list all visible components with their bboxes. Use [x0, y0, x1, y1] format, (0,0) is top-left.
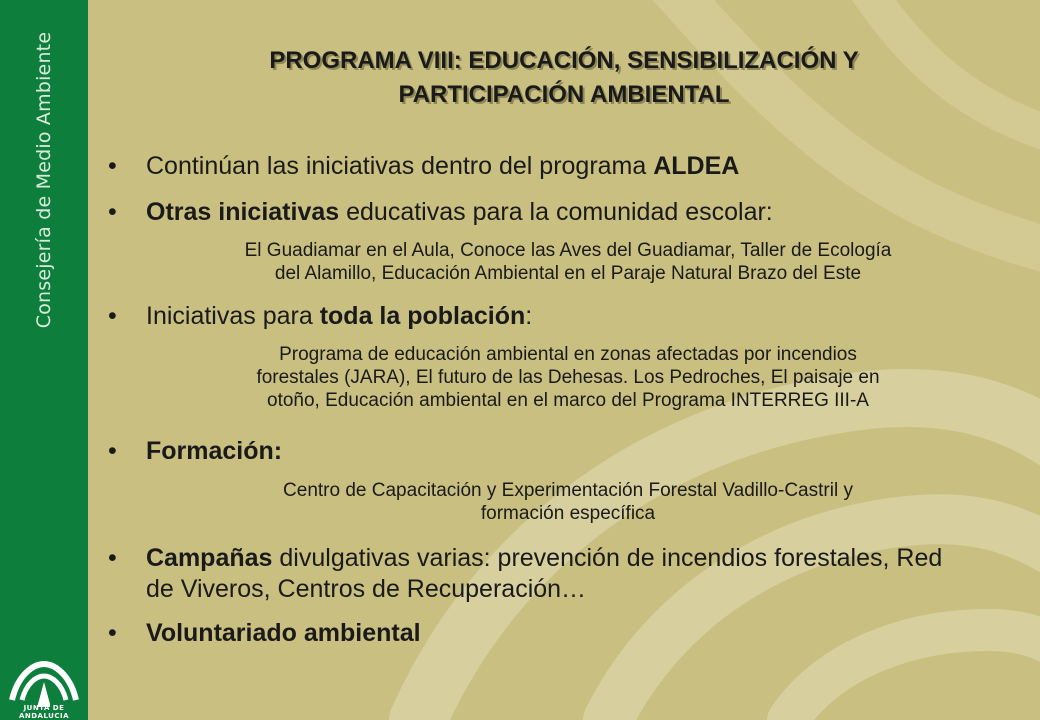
bullet-dot: • — [108, 544, 117, 572]
bullet-bold-part: Otras iniciativas — [146, 198, 340, 226]
sub-line: Centro de Capacitación y Experimentación Forestal Vadillo-Castril y — [283, 480, 853, 501]
bullet-text-part: : — [525, 302, 533, 330]
title-line-2: PARTICIPACIÓN AMBIENTAL — [398, 81, 730, 108]
logo-text: JUNTA DE ANDALUCIA — [18, 704, 70, 720]
bullet-dot: • — [108, 302, 117, 330]
sub-formacion — [128, 479, 1008, 525]
bullet-bold-part: Voluntariado ambiental — [146, 619, 421, 647]
sub-line: del Alamillo, Educación Ambiental en el Paraje Natural Brazo del Este — [274, 263, 862, 284]
sub-line: otoño, Educación ambiental en el marco del Programa INTERREG III-A — [267, 390, 869, 411]
bullet-text — [146, 618, 996, 649]
bullet-text — [146, 151, 996, 182]
bullet-text — [146, 436, 996, 467]
slide-content — [88, 0, 1040, 720]
bullet-bold-part: Formación: — [146, 437, 283, 465]
bullet-dot: • — [108, 619, 117, 647]
sub-line: formación específica — [480, 503, 656, 524]
bullet-dot: • — [108, 152, 117, 180]
bullet-bold-part: toda la población — [319, 302, 526, 330]
title-line-1: PROGRAMA VIII: EDUCACIÓN, SENSIBILIZACIÓN Y — [269, 47, 859, 74]
bullet-dot: • — [108, 198, 117, 226]
sub-escolar — [128, 239, 1008, 285]
bullet-text — [146, 301, 996, 332]
sub-poblacion — [128, 343, 1008, 412]
bullet-dot: • — [108, 437, 117, 465]
bullet-text — [146, 197, 996, 228]
sidebar-vertical-text: Consejería de Medio Ambiente — [33, 31, 55, 329]
sub-line: El Guadiamar en el Aula, Conoce las Aves del Guadiamar, Taller de Ecología — [244, 240, 892, 261]
bullet-bold-part: ALDEA — [653, 152, 740, 180]
sub-line: forestales (JARA), El futuro de las Dehesas. Los Pedroches, El paisaje en — [256, 367, 880, 388]
bullet-text-part: Continúan las iniciativas dentro del programa — [146, 152, 654, 180]
bullet-text-part: Iniciativas para — [146, 302, 320, 330]
bullet-bold-part: Campañas — [146, 544, 273, 572]
bullet-text — [146, 543, 946, 605]
slide-title — [108, 44, 1020, 112]
sub-line: Programa de educación ambiental en zonas afectadas por incendios — [279, 344, 857, 365]
bullet-text-part: divulgativas varias: prevención de incendios forestales, Red de Viveros, Centros de Recuperación… — [146, 544, 943, 603]
bullet-text-part: educativas para la comunidad escolar: — [339, 198, 773, 226]
sidebar — [0, 0, 88, 720]
